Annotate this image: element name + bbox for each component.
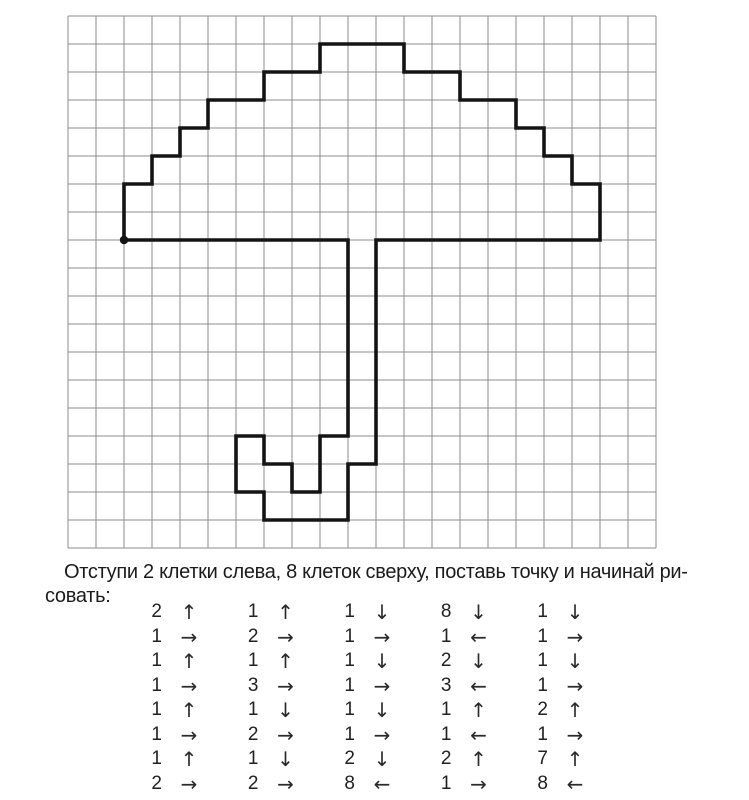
step-arrow-icon: ↓: [373, 649, 391, 674]
dictation-step: [140, 625, 237, 650]
dictation-step: [140, 649, 237, 674]
step-arrow-icon: →: [277, 673, 294, 698]
step-count: 1: [247, 748, 259, 770]
step-count: 1: [151, 723, 162, 745]
step-arrow-icon: →: [373, 722, 391, 747]
step-arrow-icon: ↑: [566, 698, 584, 723]
dictation-step: [333, 772, 430, 797]
step-arrow-icon: ↑: [470, 747, 487, 772]
step-count: 1: [344, 601, 355, 623]
step-count: 1: [537, 601, 548, 623]
step-count: 1: [440, 723, 452, 745]
step-count: 1: [537, 723, 548, 745]
step-arrow-icon: ↓: [277, 747, 294, 772]
step-count: 8: [440, 601, 452, 623]
umbrella-path: [124, 44, 600, 520]
step-count: 1: [151, 650, 162, 672]
step-count: 2: [247, 723, 259, 745]
dictation-step: [237, 649, 334, 674]
step-count: 1: [440, 625, 452, 647]
step-arrow-icon: →: [566, 624, 584, 649]
step-count: 8: [344, 772, 355, 794]
step-arrow-icon: ↓: [373, 747, 391, 772]
dictation-step: [140, 747, 237, 772]
dictation-step: [430, 674, 527, 699]
step-arrow-icon: ↓: [566, 649, 584, 674]
dictation-step: [140, 723, 237, 748]
dictation-step: [526, 747, 623, 772]
step-count: 1: [537, 674, 548, 696]
step-count: 1: [344, 699, 355, 721]
dictation-step: [333, 747, 430, 772]
dictation-step: [430, 600, 527, 625]
step-arrow-icon: →: [180, 673, 198, 698]
step-count: 1: [247, 601, 259, 623]
dictation-step: [237, 600, 334, 625]
step-count: 1: [344, 625, 355, 647]
dictation-step: [526, 649, 623, 674]
dictation-step: [526, 625, 623, 650]
step-arrow-icon: ↓: [470, 600, 487, 625]
step-count: 2: [344, 748, 355, 770]
step-arrow-icon: →: [373, 624, 391, 649]
step-arrow-icon: ↑: [277, 600, 294, 625]
grid-figure: [66, 14, 658, 550]
step-count: 1: [247, 699, 259, 721]
dictation-step: [140, 772, 237, 797]
step-arrow-icon: →: [180, 771, 198, 796]
dictation-step: [430, 649, 527, 674]
step-arrow-icon: →: [180, 624, 198, 649]
dictation-step: [237, 723, 334, 748]
step-count: 1: [440, 772, 452, 794]
dictation-step: [430, 747, 527, 772]
dictation-step: [237, 772, 334, 797]
step-count: 1: [151, 748, 162, 770]
step-arrow-icon: ←: [373, 771, 391, 796]
step-arrow-icon: →: [277, 722, 294, 747]
step-arrow-icon: →: [277, 624, 294, 649]
step-count: 8: [537, 772, 548, 794]
step-arrow-icon: →: [470, 771, 487, 796]
step-arrow-icon: →: [566, 673, 584, 698]
dictation-step: [237, 625, 334, 650]
dictation-step: [430, 625, 527, 650]
dictation-step: [237, 674, 334, 699]
step-count: 1: [344, 674, 355, 696]
step-count: 2: [151, 772, 162, 794]
step-arrow-icon: ←: [470, 673, 487, 698]
step-arrow-icon: →: [373, 673, 391, 698]
step-arrow-icon: ←: [470, 624, 487, 649]
step-count: 1: [151, 625, 162, 647]
step-count: 3: [440, 674, 452, 696]
dictation-step: [333, 625, 430, 650]
step-count: 1: [344, 723, 355, 745]
dictation-step: [237, 747, 334, 772]
step-arrow-icon: ↑: [180, 649, 198, 674]
step-arrow-icon: ↓: [373, 600, 391, 625]
dictation-step: [430, 723, 527, 748]
step-count: 1: [151, 699, 162, 721]
dictation-step: [140, 600, 237, 625]
dictation-step: [333, 674, 430, 699]
step-count: 7: [537, 748, 548, 770]
step-arrow-icon: ↓: [277, 698, 294, 723]
dictation-step: [140, 698, 237, 723]
step-arrow-icon: ↓: [470, 649, 487, 674]
instruction-line-2: совать:: [45, 585, 111, 607]
step-count: 1: [537, 625, 548, 647]
dictation-step: [430, 698, 527, 723]
dictation-step: [526, 600, 623, 625]
step-count: 2: [247, 772, 259, 794]
step-count: 2: [247, 625, 259, 647]
step-count: 2: [151, 601, 162, 623]
step-arrow-icon: ↑: [180, 698, 198, 723]
step-count: 2: [537, 699, 548, 721]
step-arrow-icon: ↑: [566, 747, 584, 772]
step-arrow-icon: ↑: [180, 600, 198, 625]
dictation-step: [333, 600, 430, 625]
step-count: 1: [344, 650, 355, 672]
step-arrow-icon: ←: [470, 722, 487, 747]
instruction-line-1: Отступи 2 клетки слева, 8 клеток сверху, поставь точку и начинай ри-: [64, 561, 688, 583]
dictation-step: [430, 772, 527, 797]
dictation-step: [526, 674, 623, 699]
step-count: 1: [151, 674, 162, 696]
step-arrow-icon: →: [180, 722, 198, 747]
dictation-step: [333, 698, 430, 723]
dictation-step: [237, 698, 334, 723]
step-arrow-icon: →: [566, 722, 584, 747]
dictation-step: [333, 723, 430, 748]
grid-lines: [68, 16, 656, 548]
step-count: 2: [440, 748, 452, 770]
dictation-step: [333, 649, 430, 674]
step-arrow-icon: ↓: [566, 600, 584, 625]
step-arrow-icon: ↑: [277, 649, 294, 674]
start-dot: [120, 236, 128, 244]
step-arrow-icon: ←: [566, 771, 584, 796]
step-arrow-icon: ↑: [180, 747, 198, 772]
step-arrow-icon: ↓: [373, 698, 391, 723]
step-count: 1: [537, 650, 548, 672]
dictation-step: [526, 723, 623, 748]
dictation-step: [526, 772, 623, 797]
step-count: 1: [440, 699, 452, 721]
step-arrow-icon: ↑: [470, 698, 487, 723]
dictation-step: [526, 698, 623, 723]
step-count: 1: [247, 650, 259, 672]
dictation-step: [140, 674, 237, 699]
step-count: 2: [440, 650, 452, 672]
step-arrow-icon: →: [277, 771, 294, 796]
step-count: 3: [247, 674, 259, 696]
dictation-table: [140, 600, 623, 796]
